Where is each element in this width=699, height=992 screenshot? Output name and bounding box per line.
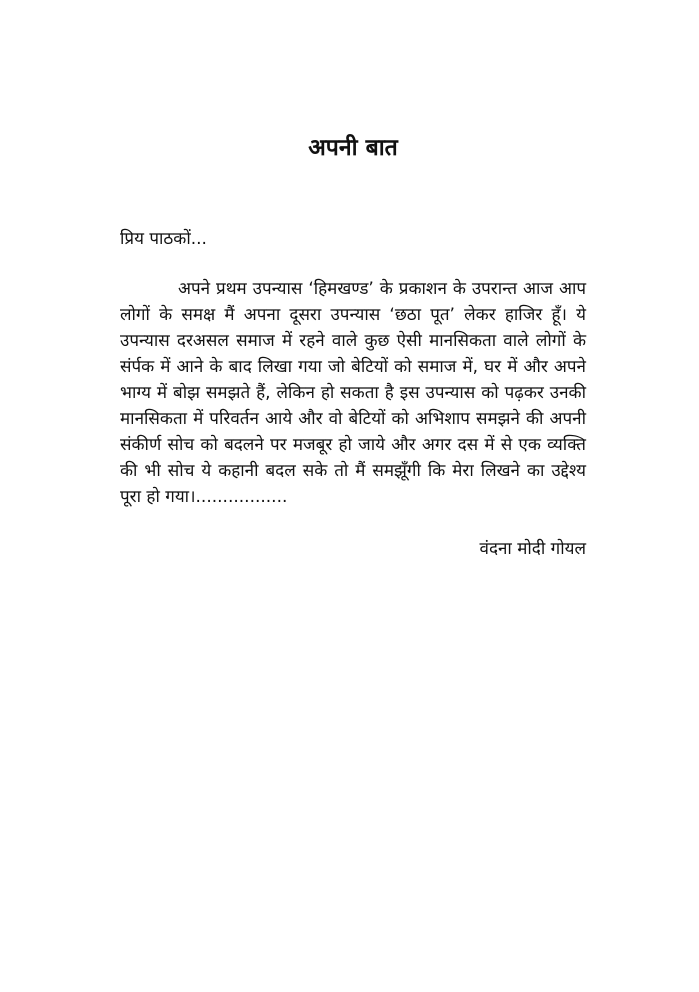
salutation: प्रिय पाठकों... [120, 229, 207, 249]
preface-page [120, 128, 586, 562]
page-title: अपनी बात [308, 135, 398, 161]
preface-paragraph: अपने प्रथम उपन्यास ‘हिमखण्ड’ के प्रकाशन के उपरान्त आज आप लोगों के समक्ष मैं अपना दूसरा उपन्यास ‘छठा पूत’ लेकर हाजिर हूँ। ये उपन्यास दरअसल समाज में रहने वाले कुछ ऐसी मानसिकता वाले लोगों के संर्पक में आने के बाद लिखा गया जो बेटियों को समाज में, घर में और अपने भाग्य में बोझ समझते हैं, लेकिन हो सकता है इस उपन्यास को पढ़कर उनकी मानसिकता में परिवर्तन आये और वो बेटियों को अभिशाप समझने की अपनी संकीर्ण सोच को बदलने पर मजबूर हो जाये और अगर दस में से एक व्यक्ति की भी सोच ये कहानी बदल सके तो मैं समझूँगी कि मेरा लिखने का उद्देश्य पूरा हो गया।................. [120, 279, 586, 507]
author-signature: वंदना मोदी गोयल [479, 539, 586, 559]
